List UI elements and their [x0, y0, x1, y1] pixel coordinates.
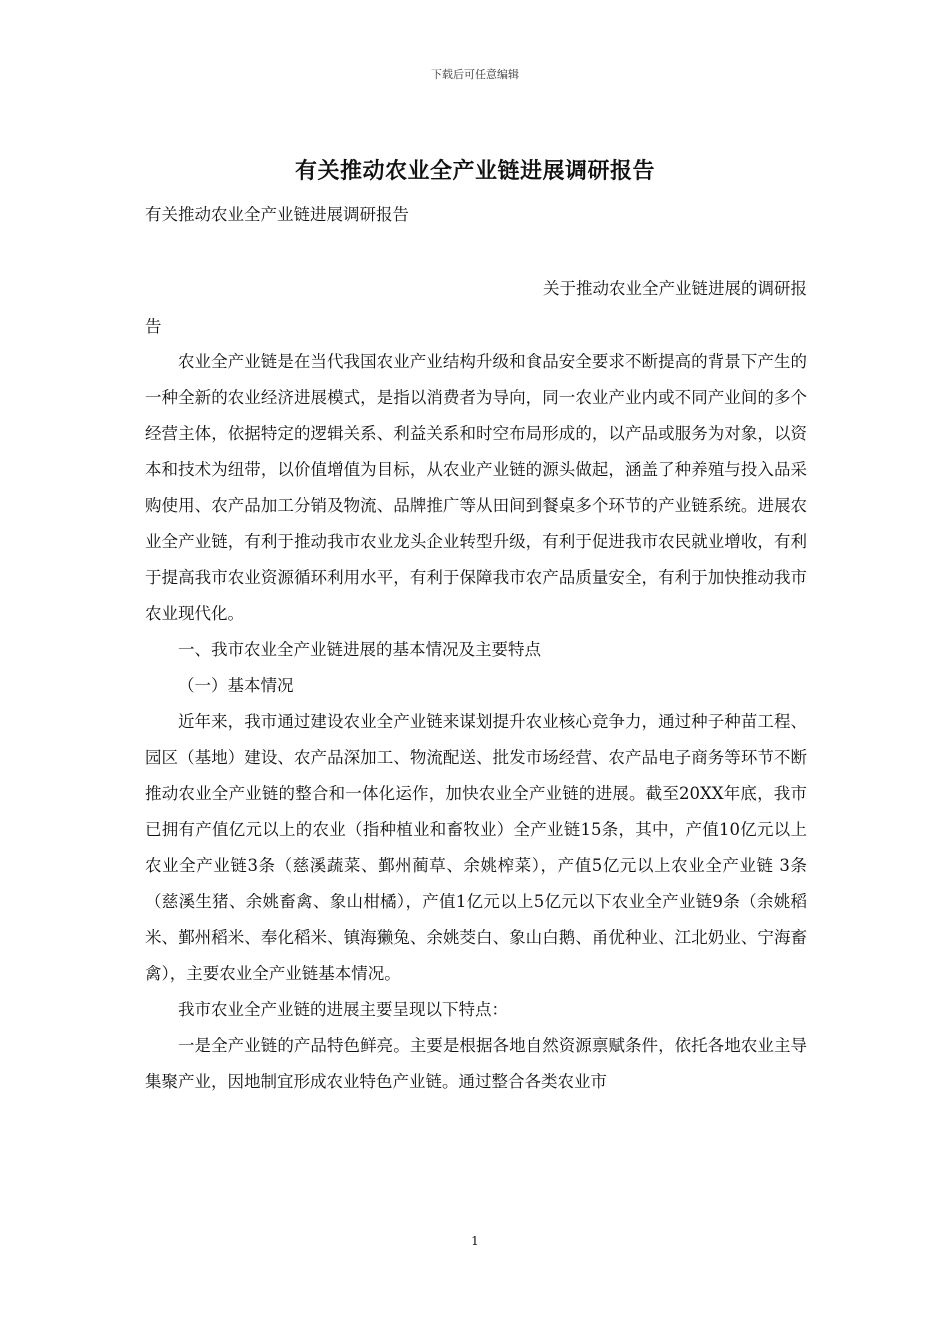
report-heading-continuation: 告 [145, 317, 162, 336]
paragraph-feature-1: 一是全产业链的产品特色鲜亮。主要是根据各地自然资源禀赋条件，依托各地农业主导集聚产业，因地制宜形成农业特色产业链。通过整合各类农业市 [145, 1036, 807, 1091]
paragraph-basic-situation: 近年来，我市通过建设农业全产业链来谋划提升农业核心竞争力，通过种子种苗工程、园区（基地）建设、农产品深加工、物流配送、批发市场经营、农产品电子商务等环节不断推动农业全产业链的整合和一体化运作，加快农业全产业链的进展。截至20XX年底，我市已拥有产值亿元以上的农业（指种植业和畜牧业）全产业链15条，其中，产值10亿元以上农业全产业链3条（慈溪蔬菜、鄞州蔺草、余姚榨菜），产值5亿元以上农业全产业链 3条（慈溪生猪、余姚畜禽、象山柑橘），产值1亿元以上5亿元以下农业全产业链9条（余姚稻米、鄞州稻米、奉化稻米、镇海獭兔、余姚茭白、象山白鹅、甬优种业、江北奶业、宁海畜禽），主要农业全产业链基本情况。 [145, 712, 807, 983]
document-title: 有关推动农业全产业链进展调研报告 [294, 158, 655, 184]
document-body [145, 344, 807, 1100]
subsection-heading-1: （一）基本情况 [178, 676, 294, 695]
section-heading-1: 一、我市农业全产业链进展的基本情况及主要特点 [178, 640, 541, 659]
paragraph-intro: 农业全产业链是在当代我国农业产业结构升级和食品安全要求不断提高的背景下产生的一种全新的农业经济进展模式，是指以消费者为导向，同一农业产业内或不同产业间的多个经营主体，依据特定的逻辑关系、利益关系和时空布局形成的，以产品或服务为对象，以资本和技术为纽带，以价值增值为目标，从农业产业链的源头做起，涵盖了种养殖与投入品采购使用、农产品加工分销及物流、品牌推广等从田间到餐桌多个环节的产业链系统。进展农业全产业链，有利于推动我市农业龙头企业转型升级，有利于促进我市农民就业增收，有利于提高我市农业资源循环利用水平，有利于保障我市农产品质量安全，有利于加快推动我市农业现代化。 [145, 352, 807, 623]
paragraph-features-intro: 我市农业全产业链的进展主要呈现以下特点： [178, 1000, 508, 1019]
report-heading: 关于推动农业全产业链进展的调研报 [543, 279, 807, 298]
page-header-note: 下载后可任意编辑 [431, 68, 519, 81]
page-number: 1 [471, 1234, 479, 1248]
document-subtitle: 有关推动农业全产业链进展调研报告 [145, 205, 409, 224]
